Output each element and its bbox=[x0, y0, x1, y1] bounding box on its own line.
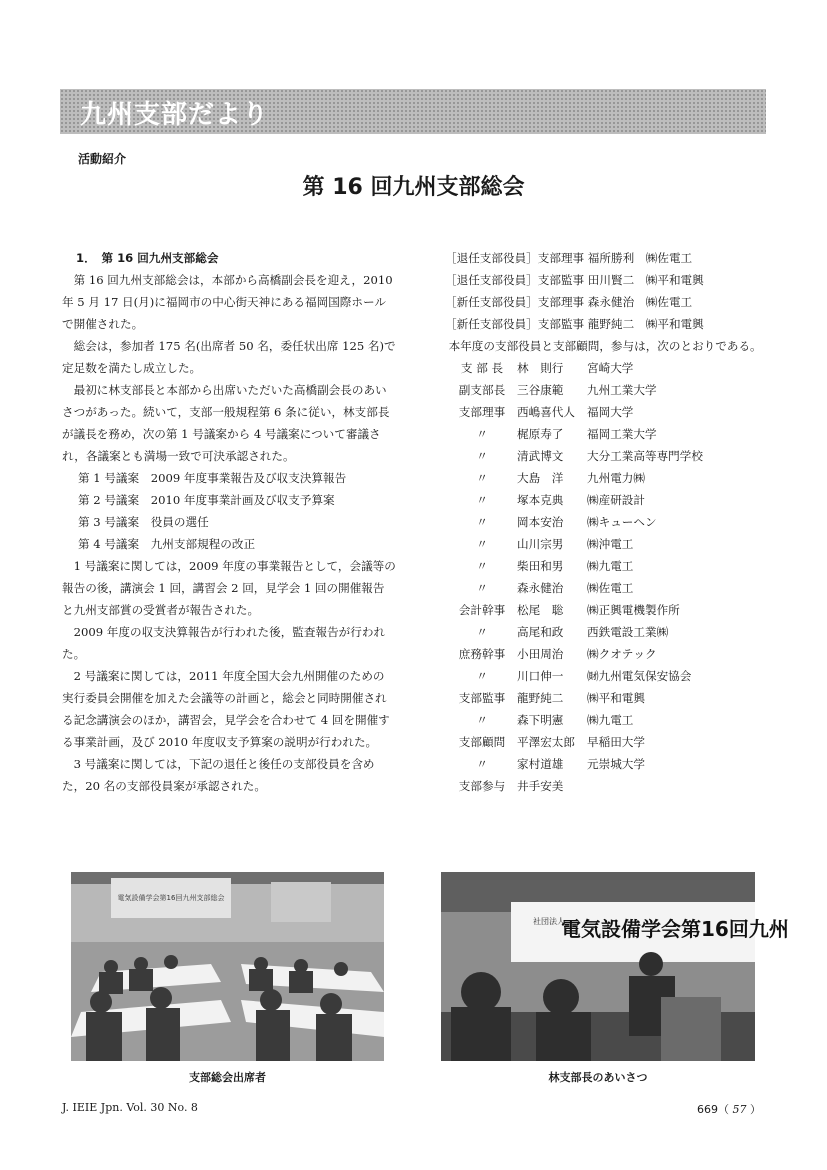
agenda-item: 第 3 号議案 役員の選任 bbox=[78, 515, 209, 529]
paragraph: 2009 年度の収支決算報告が行われた後，監査報告が行われた。 bbox=[62, 625, 386, 661]
officer-change: ［新任支部役員］支部理事 森永健治 ㈱佐電工 bbox=[445, 295, 693, 309]
page-number-main: 669 bbox=[697, 1103, 718, 1116]
officer-row bbox=[437, 753, 772, 775]
paragraph: 第 16 回九州支部総会は，本部から高橋副会長を迎え，2010 年 5 月 17 日(月)に福岡市の中心街天神にある福岡国際ホールで開催された。 bbox=[62, 273, 393, 331]
officer-name: 林 則行 bbox=[517, 361, 564, 375]
right-column bbox=[437, 247, 772, 797]
officer-row bbox=[437, 467, 772, 489]
officer-org: ㈱九電工 bbox=[587, 713, 634, 727]
officer-row bbox=[437, 643, 772, 665]
officer-name: 小田周治 bbox=[517, 647, 564, 661]
officer-name: 井手安美 bbox=[517, 779, 564, 793]
officer-row bbox=[437, 775, 772, 797]
officer-role: 〃 bbox=[476, 471, 488, 485]
journal-citation: J. IEIE Jpn. Vol. 30 No. 8 bbox=[62, 1101, 198, 1114]
officer-org: 早稲田大学 bbox=[587, 735, 645, 749]
officer-name: 龍野純二 bbox=[517, 691, 564, 705]
photo-caption: 林支部長のあいさつ bbox=[548, 1071, 648, 1084]
officer-org bbox=[587, 775, 772, 797]
officer-role: 庶務幹事 bbox=[458, 647, 506, 661]
officer-name: 川口伸一 bbox=[517, 669, 564, 683]
officer-org: ㈱平和電興 bbox=[587, 691, 645, 705]
stage-banner-text: 電気設備学会第16回九州支部総会 bbox=[117, 894, 225, 902]
subsection-heading: 1． 第 16 回九州支部総会 bbox=[76, 251, 219, 265]
agenda-item: 第 2 号議案 2010 年度事業計画及び収支予算案 bbox=[78, 493, 335, 507]
agenda-item: 第 4 号議案 九州支部規程の改正 bbox=[78, 537, 256, 551]
officer-org: ㈱九電工 bbox=[587, 559, 634, 573]
officer-role: 〃 bbox=[476, 581, 488, 595]
officer-row bbox=[437, 445, 772, 467]
officer-row bbox=[437, 687, 772, 709]
officer-row bbox=[437, 423, 772, 445]
officer-org: ㈱正興電機製作所 bbox=[587, 603, 680, 617]
agenda-item: 第 1 号議案 2009 年度事業報告及び収支決算報告 bbox=[78, 471, 347, 485]
page-title: 第 16 回九州支部総会 bbox=[302, 175, 525, 200]
officer-org: ㈱産研設計 bbox=[587, 493, 645, 507]
officer-name: 大島 洋 bbox=[517, 471, 564, 485]
officer-org: ㈶九州電気保安協会 bbox=[587, 669, 692, 683]
officer-org: 九州工業大学 bbox=[587, 383, 657, 397]
officer-intro: 本年度の支部役員と支部顧問，参与は，次のとおりである。 bbox=[448, 339, 762, 353]
officer-name: 高尾和政 bbox=[517, 625, 564, 639]
photo-caption: 支部総会出席者 bbox=[189, 1071, 266, 1084]
officer-org: ㈱佐電工 bbox=[587, 581, 634, 595]
officer-name: 松尾 聡 bbox=[517, 603, 564, 617]
officer-org: 福岡工業大学 bbox=[587, 427, 657, 441]
page-number-paren: 57 bbox=[732, 1103, 747, 1116]
officer-org: ㈱キューヘン bbox=[587, 515, 657, 529]
officer-role: 支部顧問 bbox=[458, 735, 506, 749]
banner-large-text: 電気設備学会第16回九州 bbox=[561, 917, 789, 941]
page-number: 669（ 57 ） bbox=[697, 1103, 761, 1116]
officer-org: 大分工業高等専門学校 bbox=[587, 449, 703, 463]
officer-name: 塚本克典 bbox=[517, 493, 564, 507]
officer-name: 西嶋喜代人 bbox=[517, 405, 575, 419]
officer-row bbox=[437, 621, 772, 643]
paragraph: 2 号議案に関しては，2011 年度全国大会九州開催のための実行委員会開催を加えた会議等の計画と，総会と同時開催される記念講演会のほか，講習会，見学会を合わせて 4 回を開催する事業計画，及び 2010 年度収支予算案の説明が行われた。 bbox=[62, 669, 390, 749]
officer-org: ㈱クオテック bbox=[587, 647, 657, 661]
paragraph: 1 号議案に関しては，2009 年度の事業報告として，会議等の報告の後，講演会 1 回，講習会 2 回，見学会 1 回の開催報告と九州支部賞の受賞者が報告された。 bbox=[62, 559, 396, 617]
photo-attendees bbox=[71, 872, 384, 1061]
paragraph: 3 号議案に関しては，下記の退任と後任の支部役員を含めた，20 名の支部役員案が承認された。 bbox=[62, 757, 375, 793]
officer-role: 支部理事 bbox=[458, 405, 506, 419]
officer-org: 元崇城大学 bbox=[587, 757, 645, 771]
officer-name: 森下明憲 bbox=[517, 713, 564, 727]
officer-row bbox=[437, 731, 772, 753]
officer-row bbox=[437, 665, 772, 687]
officer-row bbox=[437, 357, 772, 379]
officer-role: 〃 bbox=[476, 427, 488, 441]
officer-role: 〃 bbox=[476, 449, 488, 463]
officer-name: 平澤宏太郎 bbox=[517, 735, 575, 749]
officer-change: ［退任支部役員］支部監事 田川賢二 ㈱平和電興 bbox=[445, 273, 704, 287]
officer-row bbox=[437, 511, 772, 533]
officer-role: 〃 bbox=[476, 669, 488, 683]
paragraph: 総会は，参加者 175 名(出席者 50 名，委任状出席 125 名)で定足数を満たし成立した。 bbox=[62, 339, 396, 375]
officer-row bbox=[437, 489, 772, 511]
officer-role: 〃 bbox=[476, 515, 488, 529]
left-column bbox=[62, 247, 396, 797]
officer-org: 福岡大学 bbox=[587, 405, 634, 419]
officer-row bbox=[437, 533, 772, 555]
officer-role: 副支部長 bbox=[458, 383, 506, 397]
officer-role: 支 部 長 bbox=[460, 361, 504, 375]
officer-name: 家村道雄 bbox=[517, 757, 564, 771]
officer-change: ［新任支部役員］支部監事 龍野純二 ㈱平和電興 bbox=[445, 317, 704, 331]
officer-role: 〃 bbox=[476, 625, 488, 639]
officer-name: 清武博文 bbox=[517, 449, 564, 463]
section-banner bbox=[60, 89, 766, 134]
officer-row bbox=[437, 401, 772, 423]
officer-name: 三谷康範 bbox=[517, 383, 564, 397]
officer-role: 支部監事 bbox=[458, 691, 506, 705]
officer-name: 梶原寿了 bbox=[517, 427, 564, 441]
officer-role: 会計幹事 bbox=[458, 603, 506, 617]
officer-org: 九州電力㈱ bbox=[587, 471, 645, 485]
officer-name: 岡本安治 bbox=[517, 515, 564, 529]
officer-name: 森永健治 bbox=[517, 581, 564, 595]
banner-title: 九州支部だより bbox=[80, 100, 270, 130]
officer-role: 〃 bbox=[476, 559, 488, 573]
officer-row bbox=[437, 599, 772, 621]
officer-change: ［退任支部役員］支部理事 福所勝利 ㈱佐電工 bbox=[445, 251, 693, 265]
section-label: 活動紹介 bbox=[78, 152, 127, 166]
banner-small-text: 社団法人 bbox=[533, 917, 565, 926]
officer-row bbox=[437, 709, 772, 731]
officer-row bbox=[437, 379, 772, 401]
officer-org: ㈱沖電工 bbox=[587, 537, 634, 551]
paragraph: 最初に林支部長と本部から出席いただいた高橋副会長のあいさつがあった。続いて，支部一般規程第 6 条に従い，林支部長が議長を務め，次の第 1 号議案から 4 号議案について審議され，各議案とも満場一致で可決承認された。 bbox=[62, 383, 390, 463]
officer-name: 山川宗男 bbox=[517, 537, 564, 551]
officer-org: 西鉄電設工業㈱ bbox=[587, 625, 669, 639]
officer-org: 宮崎大学 bbox=[587, 361, 634, 375]
officer-role: 〃 bbox=[476, 713, 488, 727]
officer-role: 〃 bbox=[476, 757, 488, 771]
officer-row bbox=[437, 577, 772, 599]
officer-role: 〃 bbox=[476, 493, 488, 507]
officer-list bbox=[437, 357, 772, 797]
officer-row bbox=[437, 555, 772, 577]
officer-role: 〃 bbox=[476, 537, 488, 551]
officer-name: 柴田和男 bbox=[517, 559, 564, 573]
photo-speech bbox=[441, 872, 789, 1061]
officer-role: 支部参与 bbox=[458, 779, 506, 793]
